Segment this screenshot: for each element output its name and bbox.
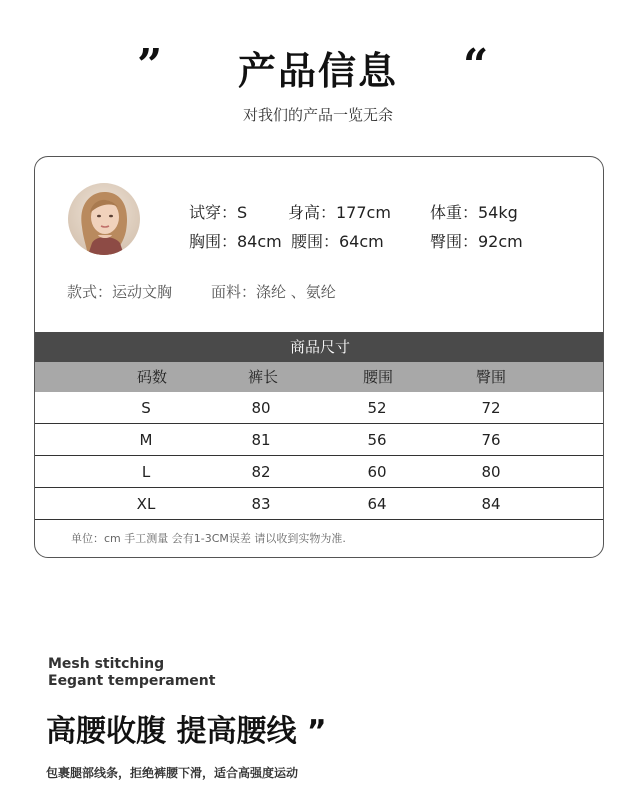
table-row xyxy=(35,392,604,424)
table-cell-length: 82 xyxy=(251,463,271,481)
table-cell-hip: 84 xyxy=(481,495,501,513)
column-header-hip: 臀围 xyxy=(475,368,506,386)
table-cell-size: L xyxy=(141,463,151,481)
table-row xyxy=(35,488,604,520)
table-cell-length: 83 xyxy=(251,495,271,513)
table-row xyxy=(35,456,604,488)
table-cell-waist: 56 xyxy=(367,431,387,449)
page-title: 产品信息 xyxy=(237,49,398,93)
page-subtitle: 对我们的产品一览无余 xyxy=(242,106,393,124)
table-cell-size: M xyxy=(139,431,153,449)
table-cell-length: 81 xyxy=(251,431,271,449)
column-header-size: 码数 xyxy=(136,368,167,386)
table-row xyxy=(35,424,604,456)
size-table-header xyxy=(35,362,604,392)
table-cell-waist: 64 xyxy=(367,495,387,513)
model-height: 身高：177cm xyxy=(288,203,391,222)
model-hip: 臀围：92cm xyxy=(430,232,523,251)
model-weight: 体重：54kg xyxy=(430,203,518,222)
product-info-card xyxy=(34,156,604,558)
model-waist: 腰围：64cm xyxy=(291,232,384,251)
table-cell-waist: 60 xyxy=(367,463,387,481)
column-header-length: 裤长 xyxy=(247,368,278,386)
size-table-title: 商品尺寸 xyxy=(35,332,604,362)
table-cell-size: S xyxy=(141,399,151,417)
model-avatar xyxy=(68,183,140,255)
feature-headline: 高腰收腹 提高腰线 ” xyxy=(46,714,327,749)
feature-description: 包裹腿部线条，拒绝裤腰下滑，适合高强度运动 xyxy=(46,766,299,780)
table-cell-size: XL xyxy=(136,495,156,513)
table-cell-length: 80 xyxy=(251,399,271,417)
table-cell-hip: 80 xyxy=(481,463,501,481)
table-cell-hip: 76 xyxy=(481,431,501,449)
model-bust: 胸围：84cm xyxy=(189,232,282,251)
model-portrait-image xyxy=(68,183,140,255)
table-cell-waist: 52 xyxy=(367,399,387,417)
table-cell-hip: 72 xyxy=(481,399,501,417)
feature-english-line-1: Mesh stitching xyxy=(48,656,165,672)
product-fabric: 面料：涤纶 、氨纶 xyxy=(211,283,336,301)
try-on-size: 试穿：S xyxy=(189,203,248,222)
decorative-quote-right: “ xyxy=(463,40,489,91)
column-header-waist: 腰围 xyxy=(362,368,393,386)
product-style: 款式：运动文胸 xyxy=(67,283,173,301)
decorative-quote-left: ” xyxy=(137,40,163,91)
measurement-note: 单位：cm 手工测量 会有1-3CM误差 请以收到实物为准. xyxy=(71,532,346,545)
feature-english-line-2: Eegant temperament xyxy=(48,673,216,689)
